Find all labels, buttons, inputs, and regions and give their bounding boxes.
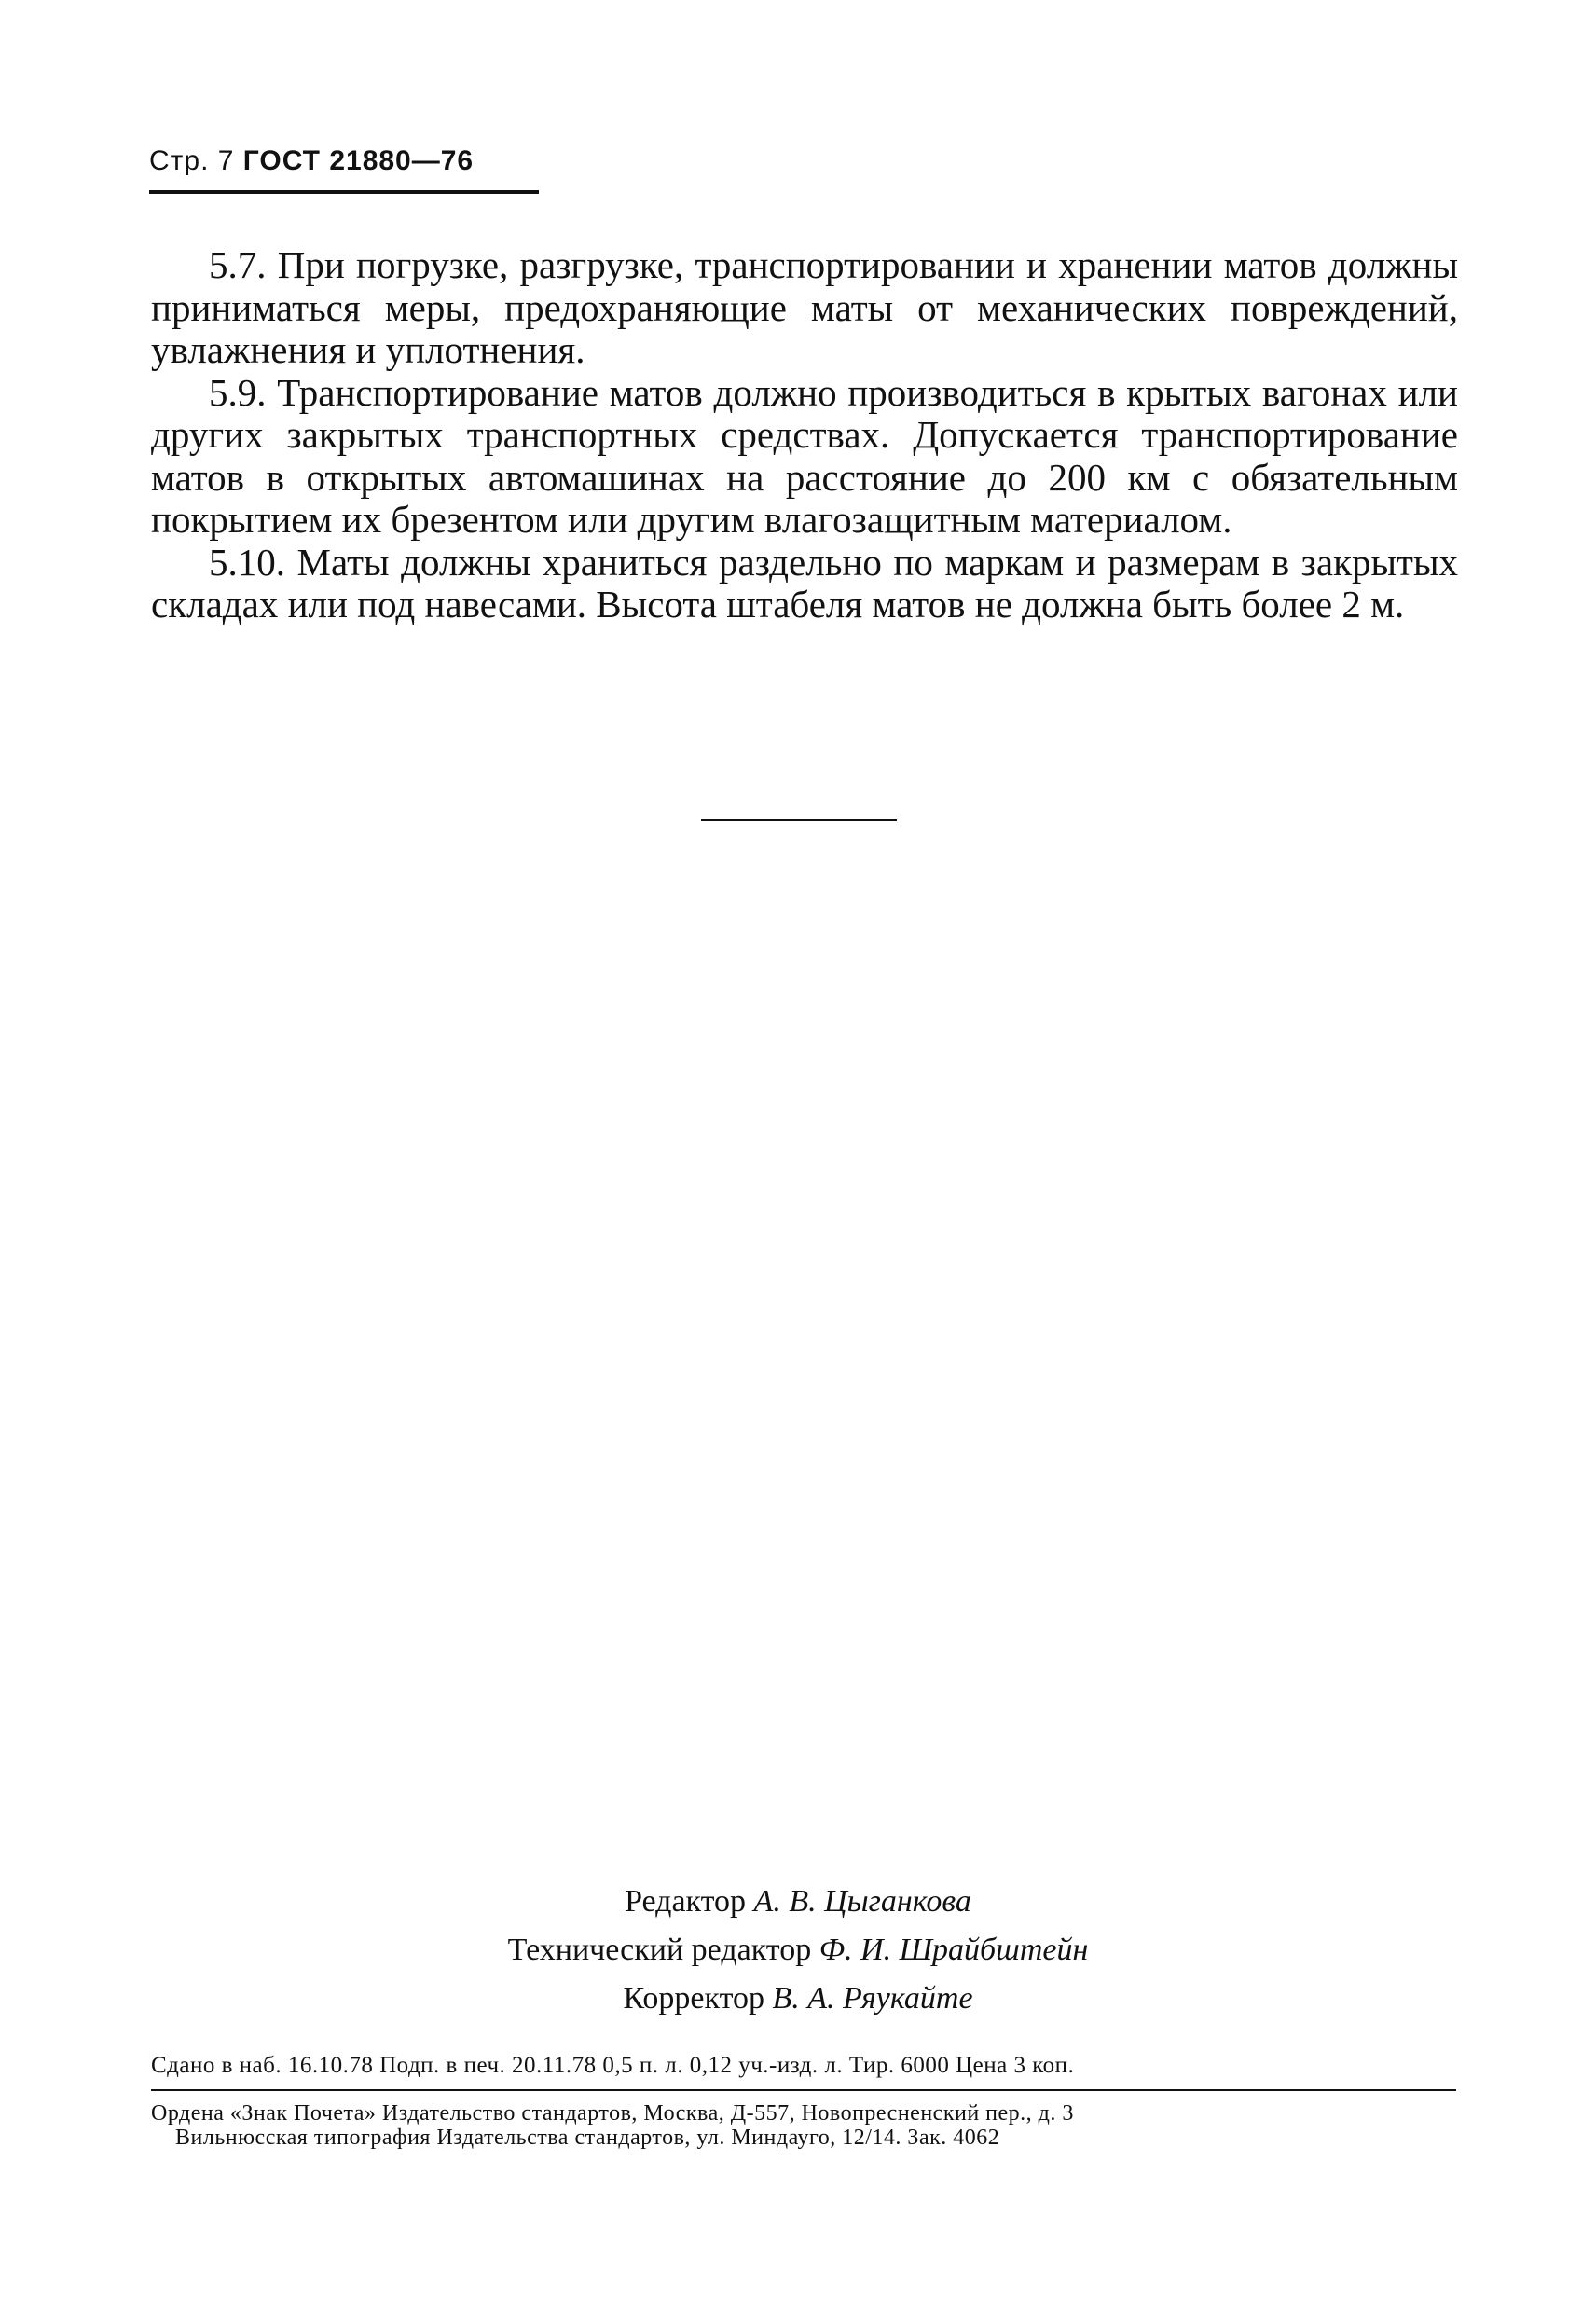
publisher-info [151, 2101, 1456, 2150]
section-5-10: 5.10. Маты должны храниться раздельно по маркам и размерам в закрытых складах или под навесами. Высота штабеля матов не должна быть более 2 м. [151, 540, 1458, 626]
printer-line: Вильнюсская типография Издательства стандартов, ул. Миндауго, 12/14. Зак. 4062 [175, 2126, 1000, 2150]
credit-name: В. А. Ряукайте [772, 1981, 973, 2016]
credit-role: Редактор [625, 1884, 747, 1919]
publisher-line: Ордена «Знак Почета» Издательство стандартов, Москва, Д-557, Новопресненский пер., д. 3 [151, 2101, 1074, 2126]
page-number: Стр. 7 [149, 145, 235, 176]
credit-technical-editor [0, 1926, 1596, 1975]
document-body [151, 244, 1458, 626]
end-of-text-rule [701, 819, 897, 821]
credit-role: Технический редактор [507, 1933, 812, 1967]
imprint-rule [151, 2089, 1456, 2091]
credit-name: А. В. Цыганкова [753, 1884, 971, 1919]
credit-name: Ф. И. Шрайбштейн [819, 1933, 1089, 1967]
section-5-9: 5.9. Транспортирование матов должно производиться в крытых вагонах или других закрытых транспортных средствах. Допускается транспортирование матов в открытых автомашинах на расстояние до 200 км с обязательным покрытием их брезентом или другим влагозащитным материалом. [151, 370, 1458, 541]
credit-editor [0, 1878, 1596, 1926]
standard-number: ГОСТ 21880—76 [242, 145, 475, 176]
credit-proofreader [0, 1975, 1596, 2023]
editorial-credits [0, 1878, 1596, 2023]
print-imprint: Сдано в наб. 16.10.78 Подп. в печ. 20.11.78 0,5 п. л. 0,12 уч.-изд. л. Тир. 6000 Цена 3 коп. [151, 2053, 1075, 2078]
header-rule [149, 190, 539, 194]
credit-role: Корректор [623, 1981, 764, 2016]
section-5-7: 5.7. При погрузке, разгрузке, транспортировании и хранении матов должны приниматься меры, предохраняющие маты от механических повреждений, увлажнения и уплотнения. [151, 243, 1458, 371]
page-header [149, 145, 474, 177]
